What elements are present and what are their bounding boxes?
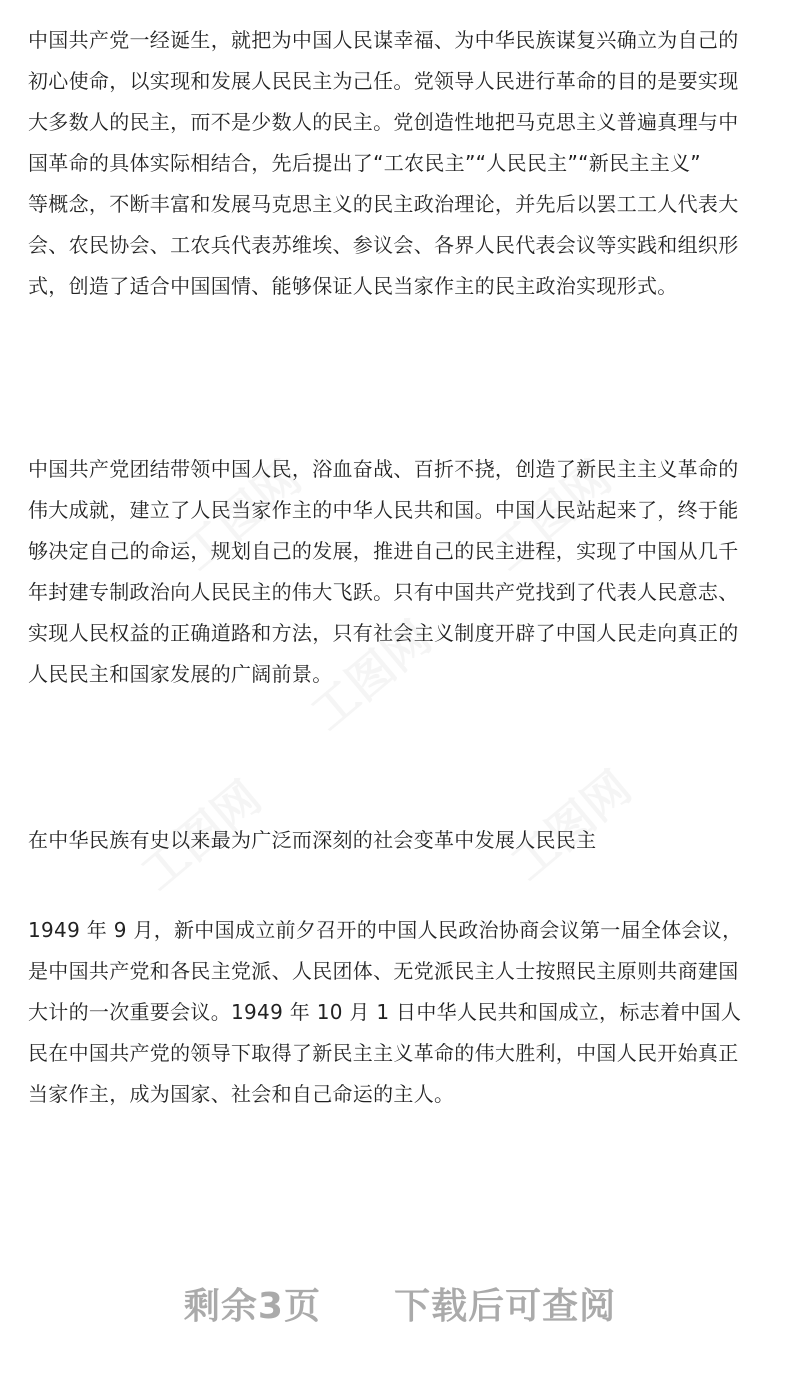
remaining-pages-label: 剩余3页 xyxy=(183,1286,321,1327)
text-line: 国革命的具体实际相结合，先后提出了“工农民主”“人民民主”“新民主主义” xyxy=(28,151,701,175)
text-line: 大计的一次重要会议。1949 年 10 月 1 日中华人民共和国成立，标志着中国人 xyxy=(28,1000,742,1024)
text-line: 民在中国共产党的领导下取得了新民主主义革命的伟大胜利，中国人民开始真正 xyxy=(28,1041,739,1065)
text-line: 1949 年 9 月，新中国成立前夕召开的中国人民政治协商会议第一届全体会议， xyxy=(28,918,743,942)
text-line: 中国共产党团结带领中国人民，浴血奋战、百折不挠，创造了新民主主义革命的 xyxy=(28,457,739,481)
paragraph-3 xyxy=(28,910,742,1115)
text-line: 等概念，不断丰富和发展马克思主义的民主政治理论，并先后以罢工工人代表大 xyxy=(28,192,739,216)
text-line: 初心使命，以实现和发展人民民主为己任。党领导人民进行革命的目的是要实现 xyxy=(28,69,739,93)
text-line: 实现人民权益的正确道路和方法，只有社会主义制度开辟了中国人民走向真正的 xyxy=(28,621,739,645)
text-line: 伟大成就，建立了人民当家作主的中华人民共和国。中国人民站起来了，终于能 xyxy=(28,498,739,522)
paragraph-1 xyxy=(28,20,739,307)
text-line: 式，创造了适合中国国情、能够保证人民当家作主的民主政治实现形式。 xyxy=(28,274,678,298)
text-line: 中国共产党一经诞生，就把为中国人民谋幸福、为中华民族谋复兴确立为自己的 xyxy=(28,28,739,52)
watermark: 工图网 xyxy=(300,610,442,741)
section-heading: 在中华民族有史以来最为广泛而深刻的社会变革中发展人民民主 xyxy=(28,828,597,852)
watermark: 工图网 xyxy=(130,770,272,901)
download-to-view-label: 下载后可查阅 xyxy=(394,1286,617,1327)
text-line: 当家作主，成为国家、社会和自己命运的主人。 xyxy=(28,1082,455,1106)
watermark: 工图网 xyxy=(170,450,312,581)
text-line: 会、农民协会、工农兵代表苏维埃、参议会、各界人民代表会议等实践和组织形 xyxy=(28,233,739,257)
text-line: 是中国共产党和各民主党派、人民团体、无党派民主人士按照民主原则共商建国 xyxy=(28,959,739,983)
download-more-banner[interactable] xyxy=(0,1278,800,1329)
text-line: 年封建专制政治向人民民主的伟大飞跃。只有中国共产党找到了代表人民意志、 xyxy=(28,580,739,604)
watermark: 工图网 xyxy=(480,450,622,581)
text-line: 够决定自己的命运，规划自己的发展，推进自己的民主进程，实现了中国从几千 xyxy=(28,539,739,563)
watermark: 工图网 xyxy=(500,760,642,891)
text-line: 大多数人的民主，而不是少数人的民主。党创造性地把马克思主义普遍真理与中 xyxy=(28,110,739,134)
paragraph-2 xyxy=(28,449,739,695)
text-line: 人民民主和国家发展的广阔前景。 xyxy=(28,662,333,686)
